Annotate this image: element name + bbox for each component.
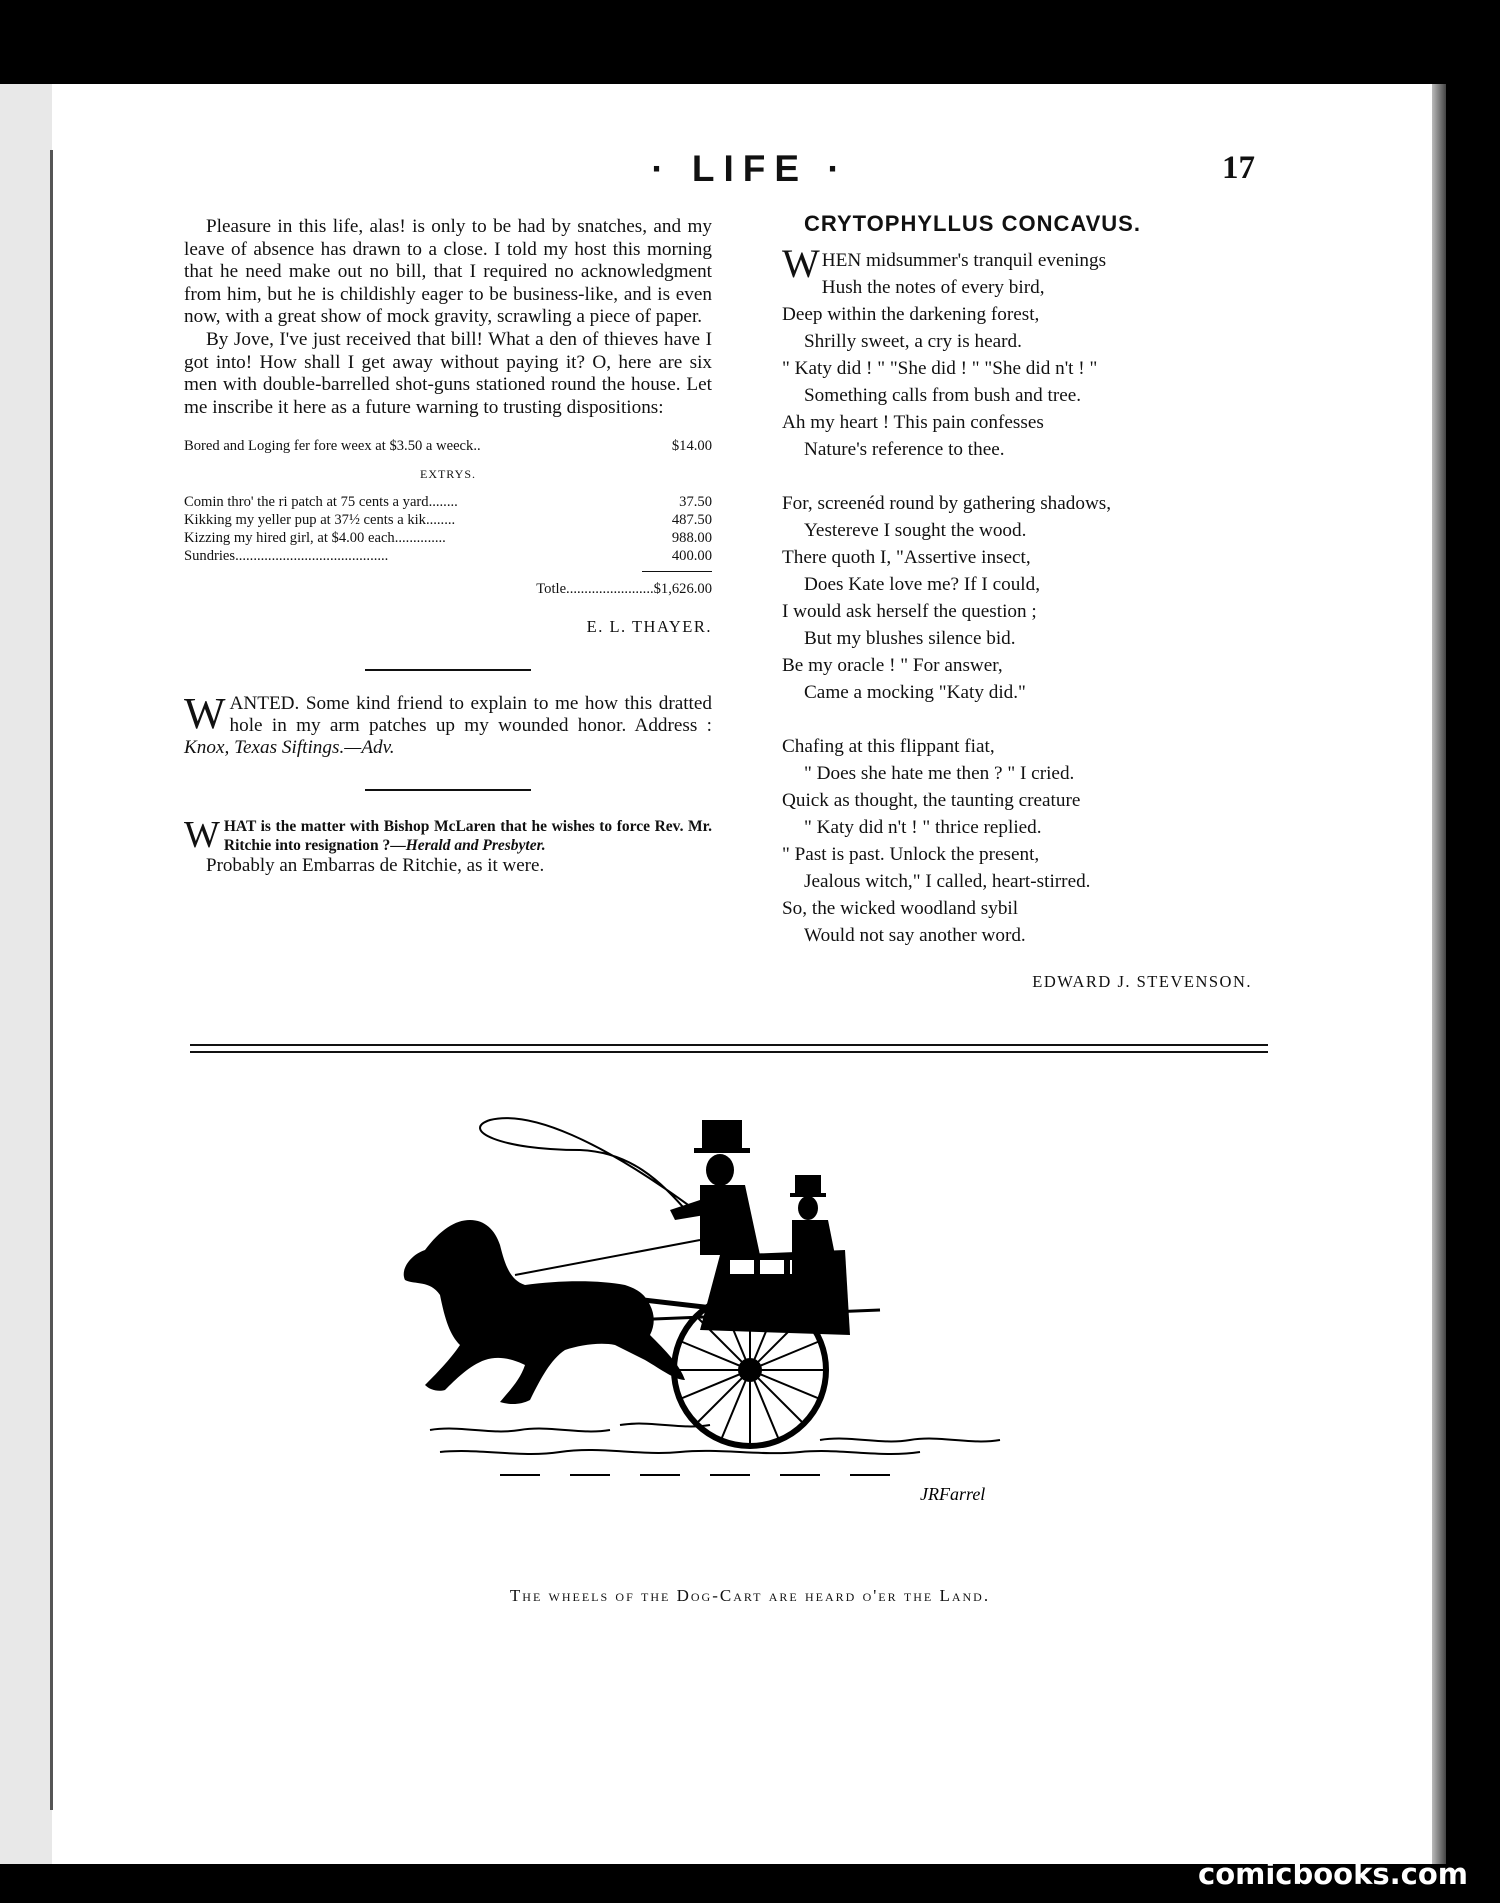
poem-line (782, 382, 1252, 409)
poem-line-text: Something calls from bush and tree. (804, 385, 1082, 406)
bishop-paragraph (184, 813, 712, 856)
bill-row (184, 511, 712, 529)
poem-line (782, 571, 1252, 598)
bill-row (184, 493, 712, 511)
poem-line (782, 517, 1252, 544)
bill-main-row (184, 437, 712, 455)
poem-stanza (782, 490, 1252, 706)
poem-line (782, 814, 1252, 841)
intro-paragraph-2: By Jove, I've just received that bill! What a den of thieves have I got into! How shall I get away without paying it? O, here are six men with double-barrelled shot-guns stationed round the house. Let me inscribe it here as a future warning to trusting dispositions: (184, 328, 712, 418)
bill-main-label: Bored and Loging fer fore weex at $3.50 a weeck.. (184, 438, 481, 455)
bill-row-amount: 988.00 (671, 530, 712, 547)
bill (184, 437, 712, 598)
poem-line (782, 409, 1252, 436)
poem-line (782, 679, 1252, 706)
bill-row-amount: 37.50 (679, 494, 712, 511)
poem-line (782, 436, 1252, 463)
drop-cap: W (184, 813, 220, 856)
bill-row-label: Sundries.......................................... (184, 548, 389, 565)
poem-line (782, 868, 1252, 895)
dog-cart-illustration (400, 1080, 1080, 1570)
poem-line-text: I would ask herself the question ; (782, 601, 1037, 622)
poem-line (782, 301, 1252, 328)
artist-signature: JRFarrel (920, 1484, 986, 1504)
section-divider (365, 669, 531, 671)
intro-paragraph-1: Pleasure in this life, alas! is only to be had by snatches, and my leave of absence has drawn to a close. I told my host this morning that he need make out no bill, that I required no acknowledgment from him, but he is childishly eager to be business-like, and is even now, with a great show of mock gravity, scrawling a piece of paper. (184, 216, 712, 328)
binding-stitch (50, 150, 53, 1810)
poem-drop-cap: W (782, 241, 820, 286)
driver-icon (700, 1185, 760, 1255)
right-column (782, 210, 1252, 995)
poem-line-text: Nature's reference to thee. (804, 439, 1005, 460)
poem-line (782, 895, 1252, 922)
poem-line-text: There quoth I, "Assertive insect, (782, 547, 1031, 568)
page-number: 17 (1222, 150, 1255, 186)
poem-author: EDWARD J. STEVENSON. (1032, 972, 1252, 991)
poem-line-text: Be my oracle ! " For answer, (782, 655, 1003, 676)
bill-extras-heading: EXTRYS. (419, 467, 476, 482)
bill-row-amount: 487.50 (671, 512, 712, 529)
bill-row-label: Comin thro' the ri patch at 75 cents a yard........ (184, 494, 458, 511)
poem-title: CRYTOPHYLLUS CONCAVUS. (804, 211, 1141, 236)
poem-line-text: Jealous witch," I called, heart-stirred. (804, 871, 1091, 892)
double-rule-divider (190, 1044, 1268, 1053)
poem-line (782, 733, 1252, 760)
article-signature: E. L. THAYER. (586, 617, 712, 637)
poem-line (782, 490, 1252, 517)
poem-line-text: Would not say another word. (804, 925, 1026, 946)
poem-line-text: Chafing at this flippant fiat, (782, 736, 995, 757)
poem-line-text: " Past is past. Unlock the present, (782, 844, 1040, 865)
poem-line (782, 544, 1252, 571)
poem-line (782, 598, 1252, 625)
bill-row (184, 547, 712, 565)
bill-total-label: Totle........................ (536, 581, 654, 598)
wanted-lead: ANTED. (229, 692, 300, 714)
bill-row (184, 529, 712, 547)
poem-stanza (782, 733, 1252, 949)
poem-line (782, 328, 1252, 355)
illustration-caption: The wheels of the Dog-Cart are heard o'er the Land. (509, 1586, 991, 1605)
horse-icon (404, 1220, 685, 1404)
poem-line-text: Came a mocking "Katy did." (804, 682, 1026, 703)
wanted-paragraph (184, 688, 712, 759)
bill-total-amount: $1,626.00 (653, 581, 712, 598)
poem-line (782, 274, 1252, 301)
poem-line-text: " Does she hate me then ? " I cried. (804, 763, 1075, 784)
section-divider (365, 789, 531, 791)
poem-stanza (782, 241, 1252, 463)
poem-line-text: For, screenéd round by gathering shadows, (782, 493, 1112, 514)
poem-line-text: Ah my heart ! This pain confesses (782, 412, 1044, 433)
bill-row-label: Kikking my yeller pup at 37½ cents a kik........ (184, 512, 456, 529)
groom-icon (792, 1220, 840, 1280)
poem-line-text: HEN midsummer's tranquil evenings (821, 250, 1107, 271)
poem-line (782, 787, 1252, 814)
poem-line-text: Deep within the darkening forest, (782, 304, 1040, 325)
poem-line (782, 625, 1252, 652)
magazine-title: · LIFE · (651, 148, 849, 189)
poem-line-text: Hush the notes of every bird, (821, 277, 1045, 298)
bill-row-label: Kizzing my hired girl, at $4.00 each.............. (184, 530, 446, 547)
poem-line-text: " Katy did n't ! " thrice replied. (804, 817, 1042, 838)
poem-line-text: So, the wicked woodland sybil (782, 898, 1019, 919)
poem-line (782, 241, 1252, 286)
bill-total-row (184, 580, 712, 598)
bishop-text: HAT is the matter with Bishop McLaren that he wishes to force Rev. Mr. Ritchie into resignation ?— (223, 817, 712, 854)
poem-line-text: But my blushes silence bid. (804, 628, 1016, 649)
bill-row-amount: 400.00 (671, 548, 712, 565)
poem (782, 241, 1252, 949)
poem-line (782, 652, 1252, 679)
poem-line (782, 760, 1252, 787)
poem-line (782, 841, 1252, 868)
poem-line-text: Does Kate love me? If I could, (804, 574, 1041, 595)
cart-wheel-icon (674, 1294, 826, 1446)
drop-cap: W (184, 688, 226, 738)
bishop-source: Herald and Presbyter. (405, 836, 546, 854)
poem-line (782, 355, 1252, 382)
punchline: Probably an Embarras de Ritchie, as it were. (206, 854, 545, 876)
poem-line-text: Yestereve I sought the wood. (804, 520, 1027, 541)
bill-main-amount: $14.00 (671, 438, 712, 455)
poem-line-text: " Katy did ! " "She did ! " "She did n't ! " (782, 358, 1098, 379)
wanted-text: Some kind friend to explain to me how this dratted hole in my arm patches up my wounded honor. Address : (229, 692, 712, 736)
poem-line (782, 922, 1252, 949)
poem-line-text: Shrilly sweet, a cry is heard. (804, 331, 1022, 352)
whip-icon (480, 1118, 695, 1215)
poem-line-text: Quick as thought, the taunting creature (782, 790, 1081, 811)
ground-icon (430, 1424, 1000, 1475)
watermark: comicbooks.com (1198, 1857, 1468, 1891)
wanted-source: Knox, Texas Siftings.—Adv. (184, 736, 395, 758)
bill-total-rule (642, 571, 712, 572)
left-column (184, 216, 712, 878)
